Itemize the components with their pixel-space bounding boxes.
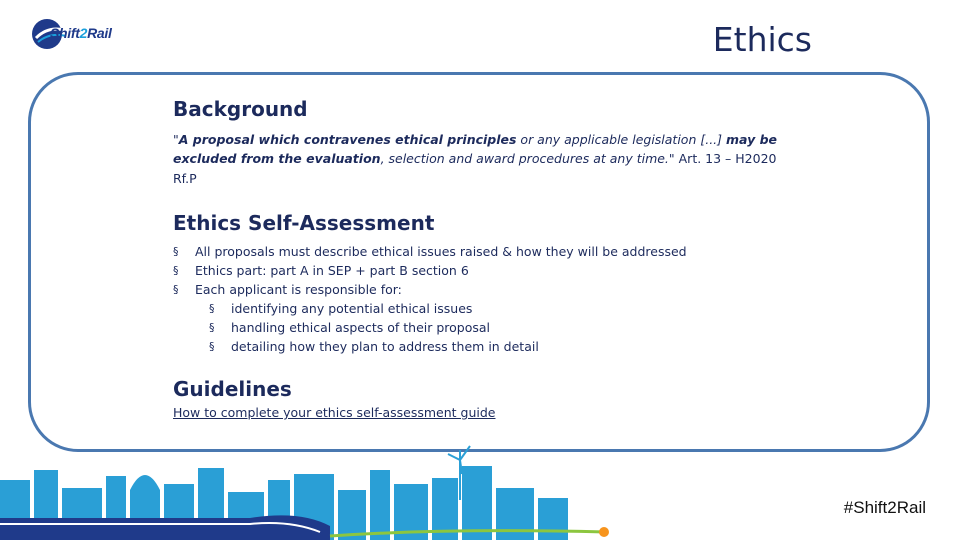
logo-wordmark: Shift2Rail: [50, 25, 112, 41]
list-item: § Ethics part: part A in SEP + part B section 6: [173, 261, 793, 280]
self-assessment-list: [173, 242, 793, 356]
background-quote: "A proposal which contravenes ethical principles or any applicable legislation [...] may be excluded from the evaluation, selection and award procedures at any time." Art. 13 – H2020 Rf.P: [173, 132, 778, 186]
responsibility-sublist: [209, 299, 793, 356]
ethics-guide-link[interactable]: How to complete your ethics self-assessment guide: [173, 405, 496, 421]
page-title: Ethics: [712, 20, 812, 59]
guidelines-heading: Guidelines: [173, 377, 292, 402]
list-item: § detailing how they plan to address them in detail: [209, 337, 793, 356]
self-assessment-heading: Ethics Self-Assessment: [173, 211, 435, 236]
slide-content: [173, 96, 793, 421]
city-skyline-illustration: [0, 440, 610, 540]
list-item: § handling ethical aspects of their proposal: [209, 318, 793, 337]
shift2rail-logo: [30, 16, 126, 52]
list-item: § Each applicant is responsible for: § identifying any potential ethical issues § handling ethical aspects of their proposal § detailing how they plan to address them in detail: [173, 280, 793, 356]
list-item: § identifying any potential ethical issues: [209, 299, 793, 318]
background-heading: Background: [173, 97, 308, 121]
hashtag-label: #Shift2Rail: [843, 498, 926, 517]
list-item: § All proposals must describe ethical issues raised & how they will be addressed: [173, 242, 793, 261]
